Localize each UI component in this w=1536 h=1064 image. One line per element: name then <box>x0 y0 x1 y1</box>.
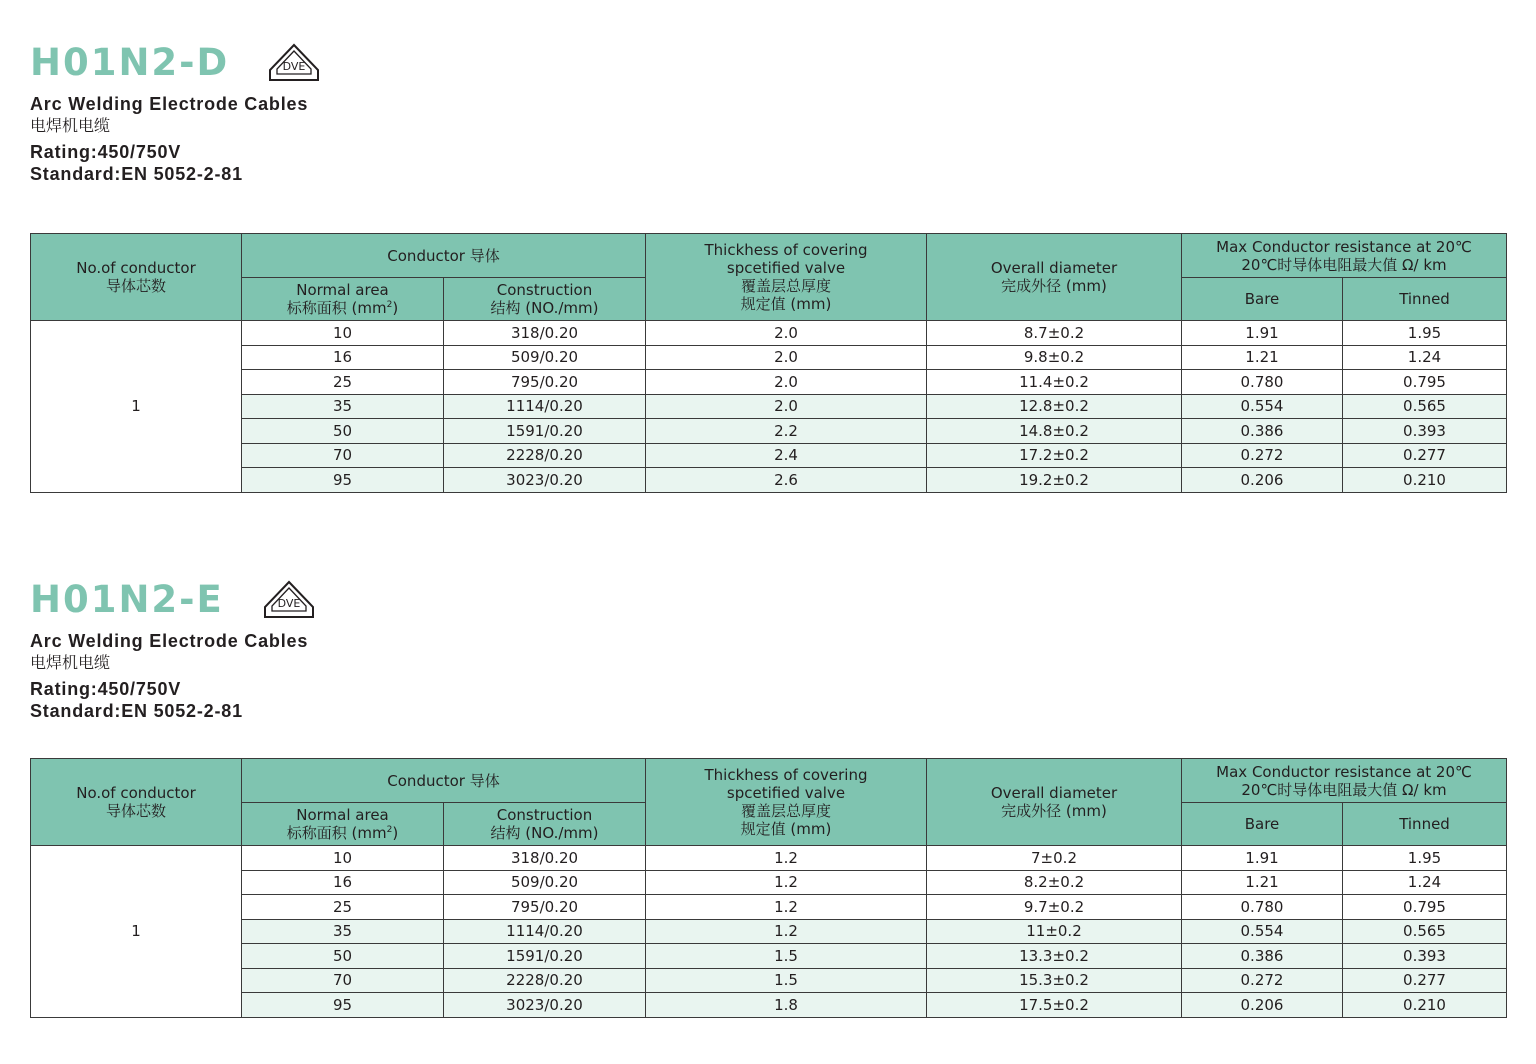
cell-thickness: 2.0 <box>646 345 927 370</box>
cell-area: 95 <box>242 993 444 1018</box>
cell-tinned: 0.795 <box>1343 370 1507 395</box>
cell-diameter: 8.7±0.2 <box>927 321 1182 346</box>
svg-text:DVE: DVE <box>277 597 301 610</box>
cell-construction: 795/0.20 <box>444 370 646 395</box>
cell-area: 25 <box>242 895 444 920</box>
header-normal-area: Normal area 标称面积 $(mm^2)$ <box>242 278 444 321</box>
model-title: H01N2-E <box>30 578 224 621</box>
cell-bare: 1.91 <box>1182 846 1343 871</box>
cell-tinned: 0.393 <box>1343 944 1507 969</box>
cell-diameter: 14.8±0.2 <box>927 419 1182 444</box>
cell-tinned: 0.393 <box>1343 419 1507 444</box>
cell-tinned: 0.795 <box>1343 895 1507 920</box>
cell-thickness: 1.2 <box>646 846 927 871</box>
cell-area: 50 <box>242 419 444 444</box>
cell-cores: 1 <box>31 321 242 493</box>
spec-table <box>30 758 1507 1018</box>
header-construction: Construction 结构 (NO./mm) <box>444 803 646 846</box>
header-no-of-conductor: No.of conductor 导体芯数 <box>31 234 242 321</box>
cell-bare: 0.206 <box>1182 468 1343 493</box>
cell-diameter: 11.4±0.2 <box>927 370 1182 395</box>
cell-thickness: 1.8 <box>646 993 927 1018</box>
cell-diameter: 19.2±0.2 <box>927 468 1182 493</box>
cell-bare: 0.386 <box>1182 944 1343 969</box>
cell-thickness: 1.5 <box>646 968 927 993</box>
cell-area: 70 <box>242 968 444 993</box>
cell-area: 35 <box>242 394 444 419</box>
table-row <box>31 895 1507 920</box>
product-subtitle-cn: 电焊机电缆 <box>30 116 111 135</box>
cell-diameter: 9.7±0.2 <box>927 895 1182 920</box>
vde-certification-logo-icon <box>262 579 316 621</box>
header-conductor: Conductor 导体 <box>242 759 646 803</box>
cell-diameter: 12.8±0.2 <box>927 394 1182 419</box>
cell-tinned: 0.565 <box>1343 394 1507 419</box>
cell-bare: 0.272 <box>1182 443 1343 468</box>
cell-tinned: 0.565 <box>1343 919 1507 944</box>
product-section-h01n2-d <box>30 38 1506 489</box>
cell-thickness: 2.2 <box>646 419 927 444</box>
header-tinned: Tinned <box>1343 803 1507 846</box>
cell-bare: 0.554 <box>1182 919 1343 944</box>
header-normal-area: Normal area 标称面积 $(mm^2)$ <box>242 803 444 846</box>
cell-area: 35 <box>242 919 444 944</box>
table-row <box>31 345 1507 370</box>
cell-thickness: 1.2 <box>646 870 927 895</box>
cell-construction: 509/0.20 <box>444 345 646 370</box>
cell-area: 16 <box>242 870 444 895</box>
cell-tinned: 0.210 <box>1343 468 1507 493</box>
cell-thickness: 1.2 <box>646 919 927 944</box>
standard: Standard:EN 5052-2-81 <box>30 164 243 184</box>
header-overall-diameter: Overall diameter 完成外径 (mm) <box>927 759 1182 846</box>
table-row <box>31 944 1507 969</box>
product-subtitle: Arc Welding Electrode Cables <box>30 94 309 114</box>
header-construction: Construction 结构 (NO./mm) <box>444 278 646 321</box>
header-thickness: Thickhess of covering spcetified valve 覆盖层总厚度 规定值 (mm) <box>646 234 927 321</box>
header-bare: Bare <box>1182 278 1343 321</box>
header-bare: Bare <box>1182 803 1343 846</box>
cell-diameter: 17.5±0.2 <box>927 993 1182 1018</box>
cell-construction: 795/0.20 <box>444 895 646 920</box>
title-row <box>30 575 1506 625</box>
cell-thickness: 1.5 <box>646 944 927 969</box>
cell-bare: 1.21 <box>1182 345 1343 370</box>
cell-tinned: 0.210 <box>1343 993 1507 1018</box>
cell-construction: 3023/0.20 <box>444 468 646 493</box>
cell-construction: 2228/0.20 <box>444 443 646 468</box>
cell-bare: 0.780 <box>1182 895 1343 920</box>
cell-thickness: 2.4 <box>646 443 927 468</box>
cell-area: 25 <box>242 370 444 395</box>
cell-bare: 0.780 <box>1182 370 1343 395</box>
standard: Standard:EN 5052-2-81 <box>30 701 243 721</box>
rating: Rating:450/750V <box>30 142 182 162</box>
table-row <box>31 993 1507 1018</box>
cell-tinned: 0.277 <box>1343 443 1507 468</box>
cell-bare: 0.272 <box>1182 968 1343 993</box>
cell-tinned: 1.24 <box>1343 870 1507 895</box>
table-row <box>31 443 1507 468</box>
vde-certification-logo-icon <box>267 42 321 84</box>
cell-thickness: 2.0 <box>646 321 927 346</box>
rating: Rating:450/750V <box>30 679 182 699</box>
cell-diameter: 8.2±0.2 <box>927 870 1182 895</box>
table-row <box>31 468 1507 493</box>
cell-cores: 1 <box>31 846 242 1018</box>
cell-bare: 0.386 <box>1182 419 1343 444</box>
spec-table <box>30 233 1507 493</box>
table-row <box>31 846 1507 871</box>
cell-construction: 2228/0.20 <box>444 968 646 993</box>
header-thickness: Thickhess of covering spcetified valve 覆盖层总厚度 规定值 (mm) <box>646 759 927 846</box>
cell-bare: 0.206 <box>1182 993 1343 1018</box>
header-overall-diameter: Overall diameter 完成外径 (mm) <box>927 234 1182 321</box>
cell-construction: 3023/0.20 <box>444 993 646 1018</box>
cell-tinned: 0.277 <box>1343 968 1507 993</box>
cell-area: 10 <box>242 321 444 346</box>
cell-area: 16 <box>242 345 444 370</box>
table-row <box>31 394 1507 419</box>
header-no-of-conductor: No.of conductor 导体芯数 <box>31 759 242 846</box>
table-row <box>31 370 1507 395</box>
table-row <box>31 919 1507 944</box>
cell-construction: 1114/0.20 <box>444 919 646 944</box>
header-resistance: Max Conductor resistance at 20℃ 20℃时导体电阻最大值 Ω/ km <box>1182 234 1507 278</box>
svg-text:DVE: DVE <box>282 60 306 73</box>
cell-thickness: 2.0 <box>646 394 927 419</box>
cell-bare: 1.21 <box>1182 870 1343 895</box>
cell-construction: 318/0.20 <box>444 846 646 871</box>
table-row <box>31 321 1507 346</box>
product-subtitle: Arc Welding Electrode Cables <box>30 631 309 651</box>
cell-construction: 1114/0.20 <box>444 394 646 419</box>
table-row <box>31 419 1507 444</box>
cell-thickness: 2.6 <box>646 468 927 493</box>
cell-area: 70 <box>242 443 444 468</box>
cell-tinned: 1.24 <box>1343 345 1507 370</box>
cell-construction: 318/0.20 <box>444 321 646 346</box>
header-resistance: Max Conductor resistance at 20℃ 20℃时导体电阻最大值 Ω/ km <box>1182 759 1507 803</box>
model-title: H01N2-D <box>30 41 230 84</box>
cell-diameter: 9.8±0.2 <box>927 345 1182 370</box>
cell-diameter: 15.3±0.2 <box>927 968 1182 993</box>
cell-diameter: 13.3±0.2 <box>927 944 1182 969</box>
cell-diameter: 11±0.2 <box>927 919 1182 944</box>
cell-tinned: 1.95 <box>1343 846 1507 871</box>
cell-bare: 1.91 <box>1182 321 1343 346</box>
header-tinned: Tinned <box>1343 278 1507 321</box>
cell-construction: 1591/0.20 <box>444 419 646 444</box>
header-conductor: Conductor 导体 <box>242 234 646 278</box>
table-row <box>31 968 1507 993</box>
cell-construction: 1591/0.20 <box>444 944 646 969</box>
cell-thickness: 2.0 <box>646 370 927 395</box>
cell-area: 50 <box>242 944 444 969</box>
cell-bare: 0.554 <box>1182 394 1343 419</box>
product-subtitle-cn: 电焊机电缆 <box>30 653 111 672</box>
cell-area: 95 <box>242 468 444 493</box>
cell-tinned: 1.95 <box>1343 321 1507 346</box>
product-section-h01n2-e <box>30 575 1506 1014</box>
cell-diameter: 7±0.2 <box>927 846 1182 871</box>
cell-construction: 509/0.20 <box>444 870 646 895</box>
cell-area: 10 <box>242 846 444 871</box>
table-row <box>31 870 1507 895</box>
title-row <box>30 38 1506 88</box>
cell-thickness: 1.2 <box>646 895 927 920</box>
cell-diameter: 17.2±0.2 <box>927 443 1182 468</box>
